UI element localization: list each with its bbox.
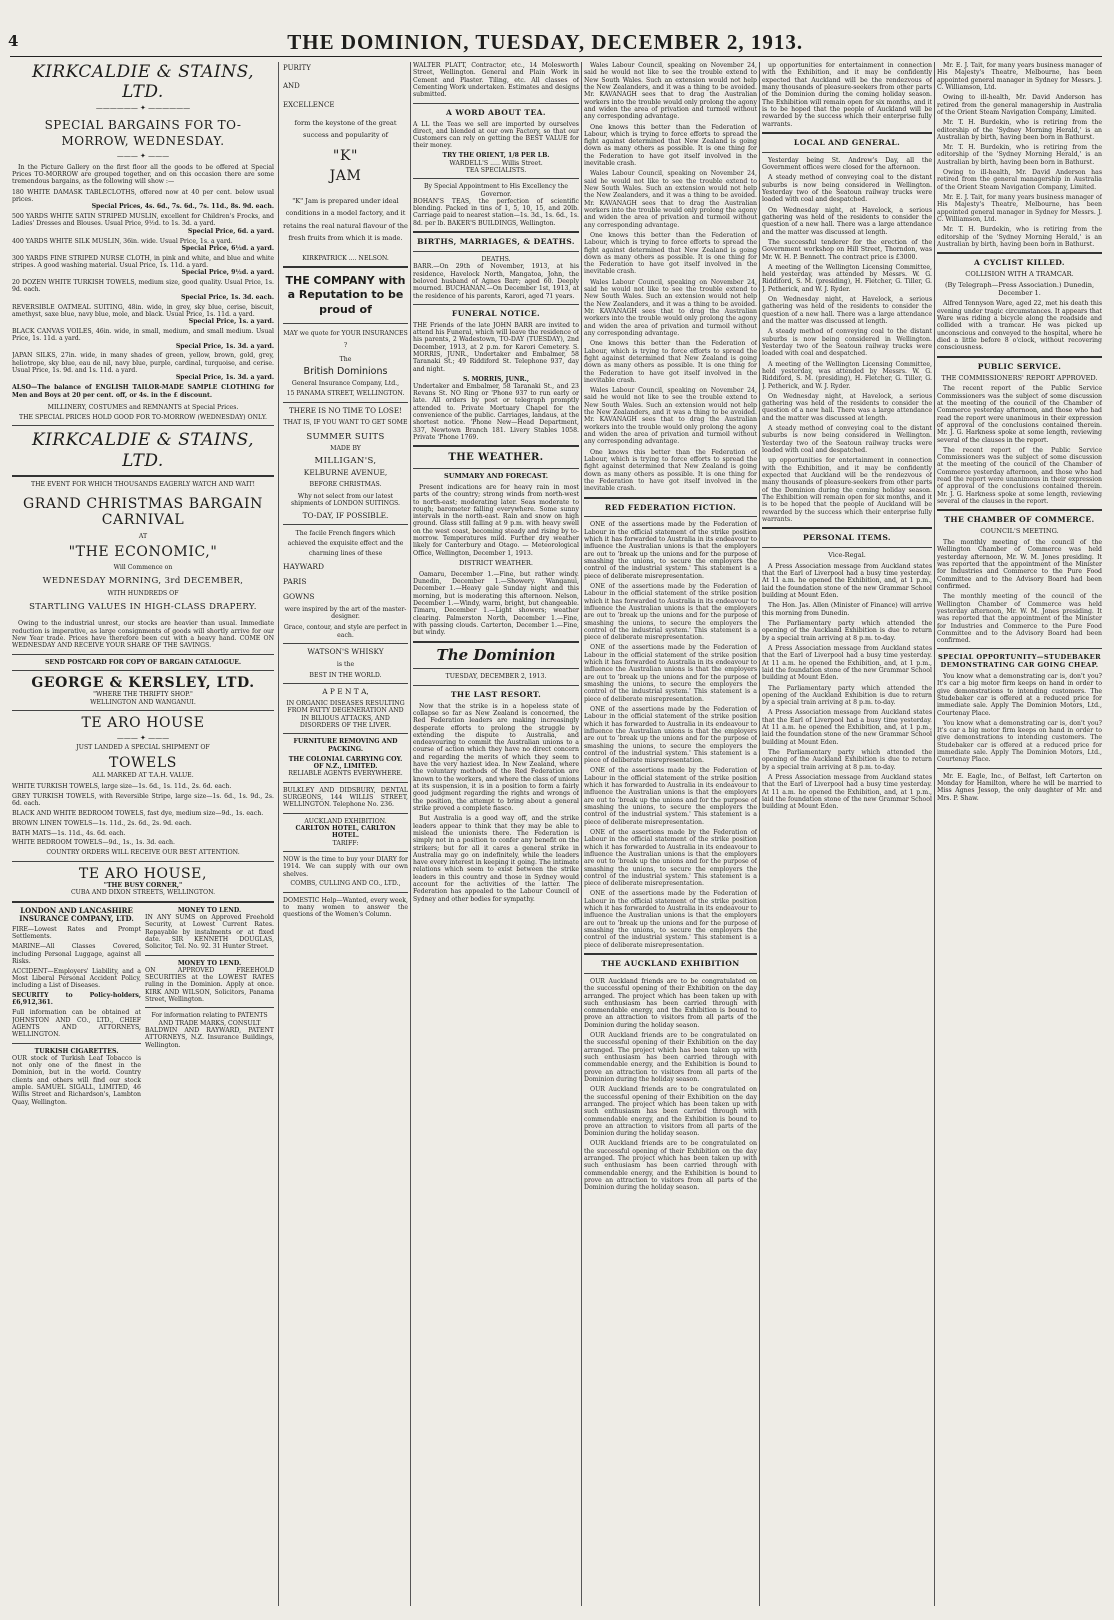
the-dominion-nameplate: The Dominion (436, 645, 556, 664)
wednesday-heading: WEDNESDAY MORNING, 3rd DECEMBER, (42, 576, 244, 587)
ornament: —————— ✦ —————— (95, 104, 191, 113)
insurance-quote: MAY we quote for YOUR INSURANCES ? (283, 330, 408, 349)
purity-label: PURITY (283, 64, 311, 72)
kirkcaldie-title: KIRKCALDIE & STAINS, LTD. (31, 62, 255, 103)
country-orders-note: COUNTRY ORDERS WILL RECEIVE OUR BEST ATTENTION. (46, 849, 240, 857)
postcard-note: SEND POSTCARD FOR COPY OF BARGAIN CATALOGUE. (44, 658, 242, 666)
walter-platt-ad: WALTER PLATT, Contractor, etc., 14 Molesworth Street, Wellington. General and Plain Work in Cement and Plaster. Tiling, etc. All classes of Cementing Work undertaken. Estimates and designs submitted. (413, 62, 579, 99)
te-aro-title-2: TE ARO HOUSE, (78, 865, 208, 882)
hundreds-label: WITH HUNDREDS OF (107, 590, 179, 598)
no-time-to-lose: THERE IS NO TIME TO LOSE! (289, 405, 402, 415)
bargain-list (12, 189, 274, 399)
british-dominions: British Dominions (303, 365, 388, 377)
kirkcaldie-title-2: KIRKCALDIE & STAINS, LTD. (31, 430, 255, 471)
births-heading: BIRTHS, MARRIAGES, & DEATHS. (417, 237, 575, 247)
towel-item: GREY TURKISH TOWELS, with Reversible Stripe, large size—1s. 6d., 1s. 9d., 2s. 6d. each. (12, 792, 274, 808)
personal-items-heading: PERSONAL ITEMS. (803, 533, 891, 543)
towel-item: BATH MATS—1s. 11d., 4s. 6d. each. (12, 829, 126, 837)
busy-corner-tagline: "THE BUSY CORNER," (103, 882, 183, 890)
red-federation-heading: RED FEDERATION FICTION. (604, 502, 737, 512)
editorial-date: TUESDAY, DECEMBER 2, 1913. (445, 673, 547, 681)
watsons-whisky: WATSON'S WHISKY (307, 646, 384, 656)
weather-heading: THE WEATHER. (448, 452, 544, 464)
carnival-heading: GRAND CHRISTMAS BARGAIN CARNIVAL (23, 495, 263, 529)
towel-list (12, 783, 274, 847)
chamber-of-commerce-heading: THE CHAMBER OF COMMERCE. (944, 515, 1095, 525)
london-lancashire-ad: LONDON AND LANCASHIRE INSURANCE COMPANY, LTD. FIRE—Lowest Rates and Prompt Settlements. MARINE—All Classes Covered, including Personal Luggage, against all Risks. ACCIDENT—Employers' Liability, and a Most Liberal Personal Accident Policy, including a List of Diseases. SECURITY to Policy-holders, £6,912,361. Full information can be obtained at JOHNSTON AND CO., LTD., CHIEF AGENTS AND ATTORNEYS, WELLINGTON. TURKISH CIGARETTES. OUR stock of Turkish Leaf Tobacco is not only one of the finest in the Dominion, but in the world. Country clients and others will find our stock ample. SAMUEL SIGALL, LIMITED, 46 Willis Street and Richardson's, Lambton Quay, Wellington. (12, 905, 141, 1106)
george-kersley-title: GEORGE & KERSLEY, LTD. (31, 674, 255, 691)
public-service-heading: PUBLIC SERVICE. (977, 361, 1062, 371)
towel-item: BROWN LINEN TOWELS—1s. 11d., 2s. 6d., 2s. 9d. each. (12, 819, 192, 827)
kirkcaldie-intro: In the Picture Gallery on the first floor all the goods to be offered at Special Prices TO-MORROW are grouped together, and on this occasion there are some tremendous bargains, as the following will show :— (12, 163, 274, 186)
owing-paragraph: Owing to the industrial unrest, our stocks are heavier than usual. Immediate reduction is imperative, as large consignments of goods will shortly arrive for our New Year trade. Prices have therefore been cut with a heavy hand. COME ON WEDNESDAY AND RECEIVE YOUR SHARE OF THE SAVINGS. (12, 620, 274, 650)
milligans: MILLIGAN'S, (314, 455, 377, 466)
orient-tea: TRY THE ORIENT, 1/8 PER LB. (442, 152, 550, 160)
te-aro-title: TE ARO HOUSE (81, 715, 205, 732)
column-divider (581, 62, 582, 1606)
bargain-item: REVERSIBLE OATMEAL SUITING, 48in. wide, in grey, sky blue, cerise, biscuit, amethyst, saxe blue, navy blue, mole, and black. Usual Price, 1s. 11d. a yard. Special Price, 1s. a yard. (12, 303, 274, 326)
towels-heading: TOWELS (109, 755, 177, 772)
bargain-item: BLACK CANVAS VOILES, 46in. wide, in small, medium, and small medium. Usual Price, 1s. 11d. a yard. Special Price, 1s. 3d. a yard. (12, 328, 274, 350)
summer-suits: SUMMER SUITS (306, 431, 385, 442)
towel-item: WHITE TURKISH TOWELS, large size—1s. 6d., 1s. 11d., 2s. 6d. each. (12, 783, 232, 790)
apenta-label: A P E N T A, (322, 687, 369, 697)
bargain-item: 400 YARDS WHITE SILK MUSLIN, 36in. wide. Usual Price, 1s. a yard. Special Price, 6½d. a yard. (12, 237, 274, 252)
district-weather: Oamaru, December 1.—Fine, but rather windy. Dunedin, December 1.—Showery. Wanganui, December 1.—Heavy gale Sunday night and this morning, but is moderating this afternoon. Nelson, December 1.—Windy, warm, bright, but changeable. Timaru, December 1.—Light showers; weather clearing. Palmerston North, December 1.—Fine, with passing clouds. Carterton, December 1.—Fine, but windy. (413, 570, 579, 637)
column-advertisements-2: PURITY AND EXCELLENCE form the keystone of the great success and popularity of "K" JAM "K" Jam is prepared under ideal conditions in a model factory, and it retains the real natural flavour of the fresh fruits from which it is made. KIRKPATRICK .... NELSON. THE COMPANY with a Reputation to be proud of MAY we quote for YOUR INSURANCES ? The British Dominions General Insurance Company, Ltd., 15 PANAMA STREET, WELLINGTON. THERE IS NO TIME TO LOSE! THAT IS, IF YOU WANT TO GET SOME SUMMER SUITS MADE BY MILLIGAN'S, KELBURNE AVENUE, BEFORE CHRISTMAS. Why not select from our latest shipments of LONDON SUITINGS. TO-DAY, IF POSSIBLE. The facile French fingers which achieved the exquisite effect and the charming lines of these HAYWARD PARIS GOWNS were inspired by the art of the master-designer. Grace, contour, and style are perfect in each. WATSON'S WHISKY is the BEST IN THE WORLD. A P E N T A, IN ORGANIC DISEASES RESULTING FROM FATTY DEGENERATION AND IN BILIOUS ATTACKS, AND DISORDERS OF THE LIVER. FURNITURE REMOVING AND PACKING. THE COLONIAL CARRYING COY. OF N.Z., LIMITED. RELIABLE AGENTS EVERYWHERE. BULKLEY AND DIDSBURY, DENTAL SURGEONS, 144 WILLIS STREET, WELLINGTON. Telephone No. 236. AUCKLAND EXHIBITION. CARLTON HOTEL, CARLTON HOTEL. TARIFF: NOW is the time to buy your DIARY for 1914. We can supply with our own shelves. COMBS, CULLING AND CO., LTD., DOMESTIC Help—Wanted, every week, to many women to answer the questions of the Women's Column. (283, 64, 408, 919)
column-local-news: up opportunities for entertainment in connection with the Exhibition, and it may be confidently expected that Auckland will be the rendezvous of many thousands of pleasure-seekers from other parts of the Dominion during the coming holiday season. The Exhibition will remain open for six months, and it is to be hoped that the people of Auckland will be rewarded by the success which their enterprise fully warrants. LOCAL AND GENERAL. Yesterday being St. Andrew's Day, all the Government offices were closed for the afternoon. A steady method of conveying coal to the distant suburbs is now being considered in Wellington. Yesterday two of the Seatoun railway trucks were loaded with coal and despatched. On Wednesday night, at Havelock, a serious gathering was held of the residents to consider the question of a new hall. There was a large attendance and the matter was discussed at length. The successful tenderer for the erection of the Government workshop on Hill Street, Thorndon, was Mr. W. H. P. Bennett. The contract price is £3000. A meeting of the Wellington Licensing Committee, held yesterday, was attended by Messrs. W. G. Riddiford, S. M. (presiding), H. Fletcher, G. Tiller, G. J. Petherick, and W. J. Ryder. On Wednesday night, at Havelock, a serious gathering was held of the residents to consider the question of a new hall. There was a large attendance and the matter was discussed at length. A steady method of conveying coal to the distant suburbs is now being considered in Wellington. Yesterday two of the Seatoun railway trucks were loaded with coal and despatched. A meeting of the Wellington Licensing Committee, held yesterday, was attended by Messrs. W. G. Riddiford, S. M. (presiding), H. Fletcher, G. Tiller, G. J. Petherick, and W. J. Ryder. On Wednesday night, at Havelock, a serious gathering was held of the residents to consider the question of a new hall. There was a large attendance and the matter was discussed at length. A steady method of conveying coal to the distant suburbs is now being considered in Wellington. Yesterday two of the Seatoun railway trucks were loaded with coal and despatched. up opportunities for entertainment in connection with the Exhibition, and it may be confidently expected that Auckland will be the rendezvous of many thousands of pleasure-seekers from other parts of the Dominion during the coming holiday season. The Exhibition will remain open for six months, and it is to be hoped that the people of Auckland will be rewarded by the success which their enterprise fully warrants. PERSONAL ITEMS. Vice-Regal. A Press Association message from Auckland states that the Earl of Liverpool had a busy time yesterday. At 11 a.m. he opened the Exhibition, and, at 1 p.m., laid the foundation stone of the new Grammar School building at Mount Eden. The Hon. Jas. Allen (Minister of Finance) will arrive this morning from Dunedin. The Parliamentary party which attended the opening of the Auckland Exhibition is due to return by a special train arriving at 8 p.m. to-day. A Press Association message from Auckland states that the Earl of Liverpool had a busy time yesterday. At 11 a.m. he opened the Exhibition, and, at 1 p.m., laid the foundation stone of the new Grammar School building at Mount Eden. The Parliamentary party which attended the opening of the Auckland Exhibition is due to return by a special train arriving at 8 p.m. to-day. A Press Association message from Auckland states that the Earl of Liverpool had a busy time yesterday. At 11 a.m. he opened the Exhibition, and, at 1 p.m., laid the foundation stone of the new Grammar School building at Mount Eden. The Parliamentary party which attended the opening of the Auckland Exhibition is due to return by a special train arriving at 8 p.m. to-day. A Press Association message from Auckland states that the Earl of Liverpool had a busy time yesterday. At 11 a.m. he opened the Exhibition, and, at 1 p.m., laid the foundation stone of the new Grammar School building at Mount Eden. (762, 62, 932, 811)
keystone-text: form the keystone of the great success and popularity of (294, 118, 397, 140)
k-brand: "K" (332, 147, 359, 164)
bargain-item: 300 YARDS FINE STRIPED NURSE CLOTH, in pink and white, and blue and white stripes. A good washing material. Usual Price, 1s. 11d. a yard. Special Price, 9½d. a yard. (12, 254, 274, 277)
weather-forecast: Present indications are for heavy rain in most parts of the country; strong winds from north-west to north-east; moderating later. Seas moderate to rough; barometer falling everywhere. Some sunny intervals in the north-east. Rain and snow on high ground. Glass still falling at 9 p.m. with heavy swell on the west coast, becoming steady and rising by to-morrow. Temperatures mild. Further dry weather likely for Canterbury and Otago. — Meteorological Office, Wellington, December 1, 1913. (413, 483, 579, 557)
excellence-label: EXCELLENCE (283, 100, 335, 109)
bargain-item: ALSO—The balance of ENGLISH TAILOR-MADE SAMPLE CLOTHING for Men and Boys at 20 per cent. off, or 4s. in the £ discount. (12, 384, 274, 399)
local-general-heading: LOCAL AND GENERAL. (793, 137, 901, 147)
bulkley-didsbury: BULKLEY AND DIDSBURY, DENTAL SURGEONS, 144 WILLIS STREET, WELLINGTON. Telephone No. 236. (283, 786, 408, 809)
studebaker-heading: SPECIAL OPPORTUNITY—STUDEBAKER DEMONSTRATING CAR GOING CHEAP. (938, 653, 1101, 670)
towel-item: BLACK AND WHITE BEDROOM TOWELS, fast dye, medium size—9d., 1s. each. (12, 809, 264, 817)
event-heading: THE EVENT FOR WHICH THOUSANDS EAGERLY WATCH AND WAIT! (30, 480, 256, 488)
startling-heading: STARTLING VALUES IN HIGH-CLASS DRAPERY. (29, 602, 257, 613)
classified-row (12, 907, 274, 1109)
jam-label: JAM (329, 168, 362, 185)
cyclist-killed-heading: A CYCLIST KILLED. (974, 258, 1065, 268)
at-label: AT (138, 532, 148, 540)
prices-hold-note: THE SPECIAL PRICES HOLD GOOD FOR TO-MORROW (WEDNESDAY) ONLY. (18, 414, 268, 422)
bohans-teas: BOHAN'S TEAS, the perfection of scientific blending. Packed in tins of 1, 5, 10, 15, and 20lb. Carriage paid to nearest station—1s. 3d., 1s. 6d., 1s. 8d. per lb. BAKER'S BUILDINGS, Wellington. (413, 197, 579, 227)
bargain-item: 20 DOZEN WHITE TURKISH TOWELS, medium size, good quality. Usual Price, 1s. 9d. each. Special Price, 1s. 3d. each. (12, 279, 274, 301)
furniture-removing: FURNITURE REMOVING AND PACKING. (293, 738, 398, 753)
column-advertisements: KIRKCALDIE & STAINS, LTD. —————— ✦ —————— SPECIAL BARGAINS FOR TO-MORROW, WEDNESDAY. ——— ✦ ——— In the Picture Gallery on the first floor all the goods to be offered at Special Prices TO-MORROW are grouped together, and on this occasion there are some tremendous bargains, as the following will show :— 180 WHITE DAMASK TABLECLOTHS, offered now at 40 per cent. below usual prices. Special Prices, 4s. 6d., 7s. 6d., 7s. 11d., 8s. 9d. each. 500 YARDS WHITE SATIN STRIPED MUSLIN, excellent for Children's Frocks, and Ladies' Dresses and Blouses. Usual Price, 9½d. to 1s. 3d. a yard. Special Price, 6d. a yard. 400 YARDS WHITE SILK MUSLIN, 36in. wide. Usual Price, 1s. a yard. Special Price, 6½d. a yard. 300 YARDS FINE STRIPED NURSE CLOTH, in pink and white, and blue and white stripes. A good washing material. Usual Price, 1s. 11d. a yard. Special Price, 9½d. a yard. 20 DOZEN WHITE TURKISH TOWELS, medium size, good quality. Usual Price, 1s. 9d. each. Special Price, 1s. 3d. each. REVERSIBLE OATMEAL SUITING, 48in. wide, in grey, sky blue, cerise, biscuit, amethyst, saxe blue, navy blue, mole, and black. Usual Price, 1s. 11d. a yard. Special Price, 1s. a yard. BLACK CANVAS VOILES, 46in. wide, in small, medium, and small medium. Usual Price, 1s. 11d. a yard. Special Price, 1s. 3d. a yard. JAPAN SILKS, 27in. wide, in many shades of green, yellow, brown, gold, grey, heliotrope, sky blue, eau de nil, navy blue, purple, cardinal, turquoise, and cerise. Usual Price, 1s. 9d. and 1s. 11d. a yard. Special Price, 1s. 3d. a yard. ALSO—The balance of ENGLISH TAILOR-MADE SAMPLE CLOTHING for Men and Boys at 20 per cent. off, or 4s. in the £ discount. MILLINERY, COSTUMES and REMNANTS at Special Prices. THE SPECIAL PRICES HOLD GOOD FOR TO-MORROW (WEDNESDAY) ONLY. KIRKCALDIE & STAINS, LTD. THE EVENT FOR WHICH THOUSANDS EAGERLY WATCH AND WAIT! GRAND CHRISTMAS BARGAIN CARNIVAL AT "THE ECONOMIC," Will Commence on WEDNESDAY MORNING, 3rd DECEMBER, WITH HUNDREDS OF STARTLING VALUES IN HIGH-CLASS DRAPERY. Owing to the industrial unrest, our stocks are heavier than usual. Immediate reduction is imperative, as large consignments of goods will shortly arrive for our New Year trade. Prices have therefore been cut with a heavy hand. COME ON WEDNESDAY AND RECEIVE YOUR SHARE OF THE SAVINGS. SEND POSTCARD FOR COPY OF BARGAIN CATALOGUE. GEORGE & KERSLEY, LTD. "WHERE THE THRIFTY SHOP." WELLINGTON AND WANGANUI. TE ARO HOUSE ——— ✦ ——— JUST LANDED A SPECIAL SHIPMENT OF TOWELS ALL MARKED AT T.A.H. VALUE. WHITE TURKISH TOWELS, large size—1s. 6d., 1s. 11d., 2s. 6d. each. GREY TURKISH TOWELS, with Reversible Stripe, large size—1s. 6d., 1s. 9d., 2s. 6d. each. BLACK AND WHITE BEDROOM TOWELS, fast dye, medium size—9d., 1s. each. BROWN LINEN TOWELS—1s. 11d., 2s. 6d., 2s. 9d. each. BATH MATS—1s. 11d., 4s. 6d. each. WHITE BEDROOM TOWELS—9d., 1s., 1s. 3d. each. COUNTRY ORDERS WILL RECEIVE OUR BEST ATTENTION. TE ARO HOUSE, "THE BUSY CORNER," CUBA AND DIXON STREETS, WELLINGTON. LONDON AND LANCASHIRE INSURANCE COMPANY, LTD. FIRE—Lowest Rates and Prompt Settlements. MARINE—All Classes Covered, including Personal Luggage, against all Risks. ACCIDENT—Employers' Liability, and a Most Liberal Personal Accident Policy, including a List of Diseases. SECURITY to Policy-holders, £6,912,361. Full information can be obtained at JOHNSTON AND CO., LTD., CHIEF AGENTS AND ATTORNEYS, WELLINGTON. TURKISH CIGARETTES. OUR stock of Turkish Leaf Tobacco is not only one of the finest in the Dominion, but in the world. Country clients and others will find our stock ample. SAMUEL SIGALL, LIMITED, 46 Willis Street and Richardson's, Lambton Quay, Wellington. MONEY TO LEND. IN ANY SUMS on Approved Freehold Security, at Lowest Current Rates. Repayable by instalments or at fixed date. SIR KENNETH DOUGLAS, Solicitor, Tel. No. 92. 31 Hunter Street. MONEY TO LEND. ON APPROVED FREEHOLD SECURITIES at the LOWEST RATES ruling in the Dominion. Apply at once. KIRK AND WILSON, Solicitors, Panama Street, Wellington. For information relating to PATENTS AND TRADE MARKS, CONSULT BALDWIN AND RAYWARD, PATENT ATTORNEYS, N.Z. Insurance Buildings, Wellington. (12, 62, 274, 1610)
towel-item: WHITE BEDROOM TOWELS—9d., 1s., 1s. 3d. each. (12, 839, 176, 847)
money-to-lend-ads: MONEY TO LEND. IN ANY SUMS on Approved Freehold Security, at Lowest Current Rates. Repayable by instalments or at fixed date. SIR KENNETH DOUGLAS, Solicitor, Tel. No. 92. 31 Hunter Street. MONEY TO LEND. ON APPROVED FREEHOLD SECURITIES at the LOWEST RATES ruling in the Dominion. Apply at once. KIRK AND WILSON, Solicitors, Panama Street, Wellington. For information relating to PATENTS AND TRADE MARKS, CONSULT BALDWIN AND RAYWARD, PATENT ATTORNEYS, N.Z. Insurance Buildings, Wellington. (145, 906, 274, 1049)
funeral-notice-heading: FUNERAL NOTICE. (451, 308, 541, 318)
column-editorial-2: Wales Labour Council, speaking on November 24, said he would not like to see the trouble extend to New South Wales. Such an extension would not help the New Zealanders, and it was a thing to be avoided. Mr. KAVANAGH sees that to drag the Australian workers into the trouble would only prolong the agony and widen the area of privation and turmoil without any corresponding advantage. One knows this better than the Federation of Labour, which is trying to force efforts to spread the fight against determined that New Zealand is going down as many others as possible. It is one thing for the Federation to have got itself involved in the inevitable crash. Wales Labour Council, speaking on November 24, said he would not like to see the trouble extend to New South Wales. Such an extension would not help the New Zealanders, and it was a thing to be avoided. Mr. KAVANAGH sees that to drag the Australian workers into the trouble would only prolong the agony and widen the area of privation and turmoil without any corresponding advantage. One knows this better than the Federation of Labour, which is trying to force efforts to spread the fight against determined that New Zealand is going down as many others as possible. It is one thing for the Federation to have got itself involved in the inevitable crash. Wales Labour Council, speaking on November 24, said he would not like to see the trouble extend to New South Wales. Such an extension would not help the New Zealanders, and it was a thing to be avoided. Mr. KAVANAGH sees that to drag the Australian workers into the trouble would only prolong the agony and widen the area of privation and turmoil without any corresponding advantage. One knows this better than the Federation of Labour, which is trying to force efforts to spread the fight against determined that New Zealand is going down as many others as possible. It is one thing for the Federation to have got itself involved in the inevitable crash. Wales Labour Council, speaking on November 24, said he would not like to see the trouble extend to New South Wales. Such an extension would not help the New Zealanders, and it was a thing to be avoided. Mr. KAVANAGH sees that to drag the Australian workers into the trouble would only prolong the agony and widen the area of privation and turmoil without any corresponding advantage. One knows this better than the Federation of Labour, which is trying to force efforts to spread the fight against determined that New Zealand is going down as many others as possible. It is one thing for the Federation to have got itself involved in the inevitable crash. RED FEDERATION FICTION. ONE of the assertions made by the Federation of Labour in the official statement of the strike position which it has forwarded to Australia in its endeavour to influence the Australian unions is that the employers are out to 'break up the unions and for the purpose of smashing the unions, to secure the employers the control of the industrial system.' This statement is a piece of deliberate misrepresentation. ONE of the assertions made by the Federation of Labour in the official statement of the strike position which it has forwarded to Australia in its endeavour to influence the Australian unions is that the employers are out to 'break up the unions and for the purpose of smashing the unions, to secure the employers the control of the industrial system.' This statement is a piece of deliberate misrepresentation. ONE of the assertions made by the Federation of Labour in the official statement of the strike position which it has forwarded to Australia in its endeavour to influence the Australian unions is that the employers are out to 'break up the unions and for the purpose of smashing the unions, to secure the employers the control of the industrial system.' This statement is a piece of deliberate misrepresentation. ONE of the assertions made by the Federation of Labour in the official statement of the strike position which it has forwarded to Australia in its endeavour to influence the Australian unions is that the employers are out to 'break up the unions and for the purpose of smashing the unions, to secure the employers the control of the industrial system.' This statement is a piece of deliberate misrepresentation. ONE of the assertions made by the Federation of Labour in the official statement of the strike position which it has forwarded to Australia in its endeavour to influence the Australian unions is that the employers are out to 'break up the unions and for the purpose of smashing the unions, to secure the employers the control of the industrial system.' This statement is a piece of deliberate misrepresentation. ONE of the assertions made by the Federation of Labour in the official statement of the strike position which it has forwarded to Australia in its endeavour to influence the Australian unions is that the employers are out to 'break up the unions and for the purpose of smashing the unions, to secure the employers the control of the industrial system.' This statement is a piece of deliberate misrepresentation. ONE of the assertions made by the Federation of Labour in the official statement of the strike position which it has forwarded to Australia in its endeavour to influence the Australian unions is that the employers are out to 'break up the unions and for the purpose of smashing the unions, to secure the employers the control of the industrial system.' This statement is a piece of deliberate misrepresentation. THE AUCKLAND EXHIBITION OUR Auckland friends are to be congratulated on the successful opening of their Exhibition on the day arranged. The project which has been taken up with such enthusiasm has been carried through with commendable energy, and the Exhibition is bound to prove an attraction to visitors from all parts of the Dominion during the holiday season. OUR Auckland friends are to be congratulated on the successful opening of their Exhibition on the day arranged. The project which has been taken up with such enthusiasm has been carried through with commendable energy, and the Exhibition is bound to prove an attraction to visitors from all parts of the Dominion during the holiday season. OUR Auckland friends are to be congratulated on the successful opening of their Exhibition on the day arranged. The project which has been taken up with such enthusiasm has been carried through with commendable energy, and the Exhibition is bound to prove an attraction to visitors from all parts of the Dominion during the holiday season. OUR Auckland friends are to be congratulated on the successful opening of their Exhibition on the day arranged. The project which has been taken up with such enthusiasm has been carried through with commendable energy, and the Exhibition is bound to prove an attraction to visitors from all parts of the Dominion during the holiday season. (584, 62, 757, 1192)
bargain-item: JAPAN SILKS, 27in. wide, in many shades of green, yellow, brown, gold, grey, heliotrope, sky blue, eau de nil, navy blue, purple, cardinal, turquoise, and cerise. Usual Price, 1s. 9d. and 1s. 11d. a yard. Special Price, 1s. 3d. a yard. (12, 352, 274, 382)
last-resort-heading: THE LAST RESORT. (450, 689, 542, 699)
kirkpatrick-nelson: KIRKPATRICK .... NELSON. (302, 254, 389, 262)
auckland-exhibition-ad: AUCKLAND EXHIBITION. (304, 817, 387, 825)
column-divider (934, 62, 935, 1606)
colonial-carrying: THE COLONIAL CARRYING COY. OF N.Z., LIMITED. (288, 755, 403, 771)
millinery-note: MILLINERY, COSTUMES and REMNANTS at Special Prices. (47, 403, 239, 411)
page-number: 4 (8, 32, 19, 51)
column-divider (278, 62, 279, 1606)
bargain-item: 500 YARDS WHITE SATIN STRIPED MUSLIN, excellent for Children's Frocks, and Ladies' Dresses and Blouses. Usual Price, 9½d. to 1s. 3d. a yard. Special Price, 6d. a yard. (12, 213, 274, 235)
economic-heading: "THE ECONOMIC," (68, 544, 218, 561)
special-bargains-heading: SPECIAL BARGAINS FOR TO-MORROW, WEDNESDAY. (44, 118, 242, 148)
column-notices-editorial: WALTER PLATT, Contractor, etc., 14 Molesworth Street, Wellington. General and Plain Work in Cement and Plaster. Tiling, etc. All classes of Cementing Work undertaken. Estimates and designs submitted. A WORD ABOUT TEA. A LL the Teas we sell are imported by ourselves direct, and blended at our own Factory, so that our Customers can rely on getting the BEST VALUE for their money. TRY THE ORIENT, 1/8 PER LB. WARDELL'S ..... Willis Street. TEA SPECIALISTS. By Special Appointment to His Excellency the Governor. BOHAN'S TEAS, the perfection of scientific blending. Packed in tins of 1, 5, 10, 15, and 20lb. Carriage paid to nearest station—1s. 3d., 1s. 6d., 1s. 8d. per lb. BAKER'S BUILDINGS, Wellington. BIRTHS, MARRIAGES, & DEATHS. DEATHS. BARR.—On 29th of November, 1913, at his residence, Havelock North, Mangatoa, John, the beloved husband of Agnes Barr; aged 60. Deeply mourned. BUCHANAN.—On December 1st, 1913, at the residence of his parents, Karori, aged 71 years. FUNERAL NOTICE. THE Friends of the late JOHN BARR are invited to attend his Funeral, which will leave the residence of his parents, 2 Wadestown, TO-DAY (TUESDAY), 2nd December, 1913, at 2 p.m. for Karori Cemetery. S. MORRIS, JUNR., Undertaker and Embalmer, 58 Taranaki St.; 49 Riddiford St. Telephone 937, day and night. S. MORRIS, JUNR., Undertaker and Embalmer, 58 Taranaki St., and 23 Revans St. NO Ring or 'Phone 937 to run early or late. All orders by post or telegraph promptly attended to. Private Mortuary Chapel for the convenience of the public. Carriages, landaus, at the shortest notice. 'Phone New—Head Department, 337, Newtown Branch 181. Livery Stables 1058. Private 'Phone 1769. THE WEATHER. SUMMARY AND FORECAST. Present indications are for heavy rain in most parts of the country; strong winds from north-west to north-east; moderating later. Seas moderate to rough; barometer falling everywhere. Some sunny intervals in the north-east. Rain and snow on high ground. Glass still falling at 9 p.m. with heavy swell on the west coast, becoming steady and rising by to-morrow. Temperatures mild. Further dry weather likely for Canterbury and Otago. — Meteorological Office, Wellington, December 1, 1913. DISTRICT WEATHER. Oamaru, December 1.—Fine, but rather windy. Dunedin, December 1.—Showery. Wanganui, December 1.—Heavy gale Sunday night and this morning, but is moderating this afternoon. Nelson, December 1.—Windy, warm, bright, but changeable. Timaru, December 1.—Light showers; weather clearing. Palmerston North, December 1.—Fine, with passing clouds. Carterton, December 1.—Fine, but windy. The Dominion TUESDAY, DECEMBER 2, 1913. THE LAST RESORT. Now that the strike is in a hopeless state of collapse so far as New Zealand is concerned, the Red Federation leaders are making increasingly desperate efforts to prolong the struggle by extending the dispute to Australia, and endeavouring to commit the Australian unions to a course of action which they have no direct concern and regarding the merits of which they seem to have the very haziest idea. In New Zealand, where the voluntary methods of the Red Federation are known to the workers, and where the class of unions at its suspension, it is in a position to form a fairly good judgment regarding the rights and wrongs of the position, the attempt to bring about a general strike proved a complete fiasco. But Australia is a good way off, and the strike leaders appear to think that they may be able to mislead the unionists there. The Federation is simply not in a position to confer any benefit on the strikers; but for all it cares a general strike in Australia may go on indefinitely, while the leaders have every interest in keeping it going. The intimate relations which seem to exist between the strike leaders in this country and those in Sydney would account for the activities of the latter. The Federation has appealed to the Labour Council of Sydney and other bodies for sympathy. (413, 62, 579, 903)
newspaper-title: THE DOMINION, TUESDAY, DECEMBER 2, 1913. (287, 29, 804, 54)
ornament: ——— ✦ ——— (116, 151, 170, 160)
column-divider (410, 62, 411, 1606)
te-aro-address: CUBA AND DIXON STREETS, WELLINGTON. (70, 889, 216, 897)
masthead-rule (10, 56, 1102, 57)
george-kersley-location: WELLINGTON AND WANGANUI. (90, 698, 196, 706)
domestic-help-ad: DOMESTIC Help—Wanted, every week, to many women to answer the questions of the Women's Column. (283, 896, 408, 919)
hayward-label: HAYWARD (283, 562, 325, 572)
bargain-item: 180 WHITE DAMASK TABLECLOTHS, offered now at 40 per cent. below usual prices. Special Prices, 4s. 6d., 7s. 6d., 7s. 11d., 8s. 9d. each. (12, 188, 274, 211)
masthead (0, 30, 1114, 54)
commences-label: Will Commence on (113, 563, 173, 571)
auckland-exhibition-heading: THE AUCKLAND EXHIBITION (601, 958, 740, 968)
diary-ad: NOW is the time to buy your DIARY for 1914. We can supply with our own shelves. (283, 855, 408, 878)
deaths-notices: BARR.—On 29th of November, 1913, at his residence, Havelock North, Mangatoa, John, the beloved husband of Agnes Barr; aged 60. Deeply mourned. BUCHANAN.—On December 1st, 1913, at the residence of his parents, Karori, aged 71 years. (413, 263, 579, 300)
k-jam-description: "K" Jam is prepared under ideal conditions in a model factory, and it retains the real natural flavour of the fresh fruits from which it is made. (283, 196, 408, 243)
company-reputation: THE COMPANY with a Reputation to be proud of (285, 274, 406, 316)
landed-label: JUST LANDED A SPECIAL SHIPMENT OF (76, 743, 210, 751)
column-divider (759, 62, 760, 1606)
george-kersley-tagline: "WHERE THE THRIFTY SHOP." (93, 691, 193, 699)
word-about-tea-heading: A WORD ABOUT TEA. (446, 107, 546, 117)
french-fingers-text: The facile French fingers which achieved the exquisite effect and the charming lines of these (287, 530, 404, 558)
marked-label: ALL MARKED AT T.A.H. VALUE. (92, 771, 194, 779)
column-news-briefs: Mr. E. J. Tait, for many years business manager of His Majesty's Theatre, Melbourne, has been appointed general manager in Sydney for Messrs. J. C. Williamson, Ltd. Owing to ill-health, Mr. David Anderson has retired from the general managership in Australia of the Orient Steam Navigation Company, Limited. Mr. T. H. Burdekin, who is retiring from the editorship of the 'Sydney Morning Herald,' is an Australian by birth, having been born in Bathurst. Mr. T. H. Burdekin, who is retiring from the editorship of the 'Sydney Morning Herald,' is an Australian by birth, having been born in Bathurst. Owing to ill-health, Mr. David Anderson has retired from the general managership in Australia of the Orient Steam Navigation Company, Limited. Mr. E. J. Tait, for many years business manager of His Majesty's Theatre, Melbourne, has been appointed general manager in Sydney for Messrs. J. C. Williamson, Ltd. Mr. T. H. Burdekin, who is retiring from the editorship of the 'Sydney Morning Herald,' is an Australian by birth, having been born in Bathurst. A CYCLIST KILLED. COLLISION WITH A TRAMCAR. (By Telegraph—Press Association.) Dunedin, December 1. Alfred Tennyson Ware, aged 22, met his death this evening under tragic circumstances. It appears that Ware was riding a bicycle along the roadside and collided with a tramcar. He was picked up unconscious and conveyed to the hospital, where he died a little before 8 o'clock, without recovering consciousness. PUBLIC SERVICE. THE COMMISSIONERS' REPORT APPROVED. The recent report of the Public Service Commissioners was the subject of some discussion at the meeting of the council of the Chamber of Commerce yesterday afternoon, and those who had read the report were unanimous in their expression of approval of the conclusions contained therein. Mr. J. G. Harkness spoke at some length, reviewing several of the clauses in the report. The recent report of the Public Service Commissioners was the subject of some discussion at the meeting of the council of the Chamber of Commerce yesterday afternoon, and those who had read the report were unanimous in their expression of approval of the conclusions contained therein. Mr. J. G. Harkness spoke at some length, reviewing several of the clauses in the report. THE CHAMBER OF COMMERCE. COUNCIL'S MEETING. The monthly meeting of the council of the Wellington Chamber of Commerce was held yesterday afternoon, Mr. W. M. Jones presiding. It was reported that the appointment of the Minister for Industries and Commerce to the Pure Food Committee and to the Advisory Board had been confirmed. The monthly meeting of the council of the Wellington Chamber of Commerce was held yesterday afternoon, Mr. W. M. Jones presiding. It was reported that the appointment of the Minister for Industries and Commerce to the Pure Food Committee and to the Advisory Board had been confirmed. SPECIAL OPPORTUNITY—STUDEBAKER DEMONSTRATING CAR GOING CHEAP. You know what a demonstrating car is, don't you? It's car a big motor firm keeps on hand in order to give demonstrations to intending customers. The Studebaker car is offered at a reduced price for immediate sale. Apply The Dominion Motors, Ltd., Courtenay Place. You know what a demonstrating car is, don't you? It's car a big motor firm keeps on hand in order to give demonstrations to intending customers. The Studebaker car is offered at a reduced price for immediate sale. Apply The Dominion Motors, Ltd., Courtenay Place. Mr. E. Eagle, Inc., of Belfast, left Carterton on Monday for Hamilton, where he will be married to Miss Agnes Jessop, the only daughter of Mr. and Mrs. P. Shaw. (937, 62, 1102, 802)
